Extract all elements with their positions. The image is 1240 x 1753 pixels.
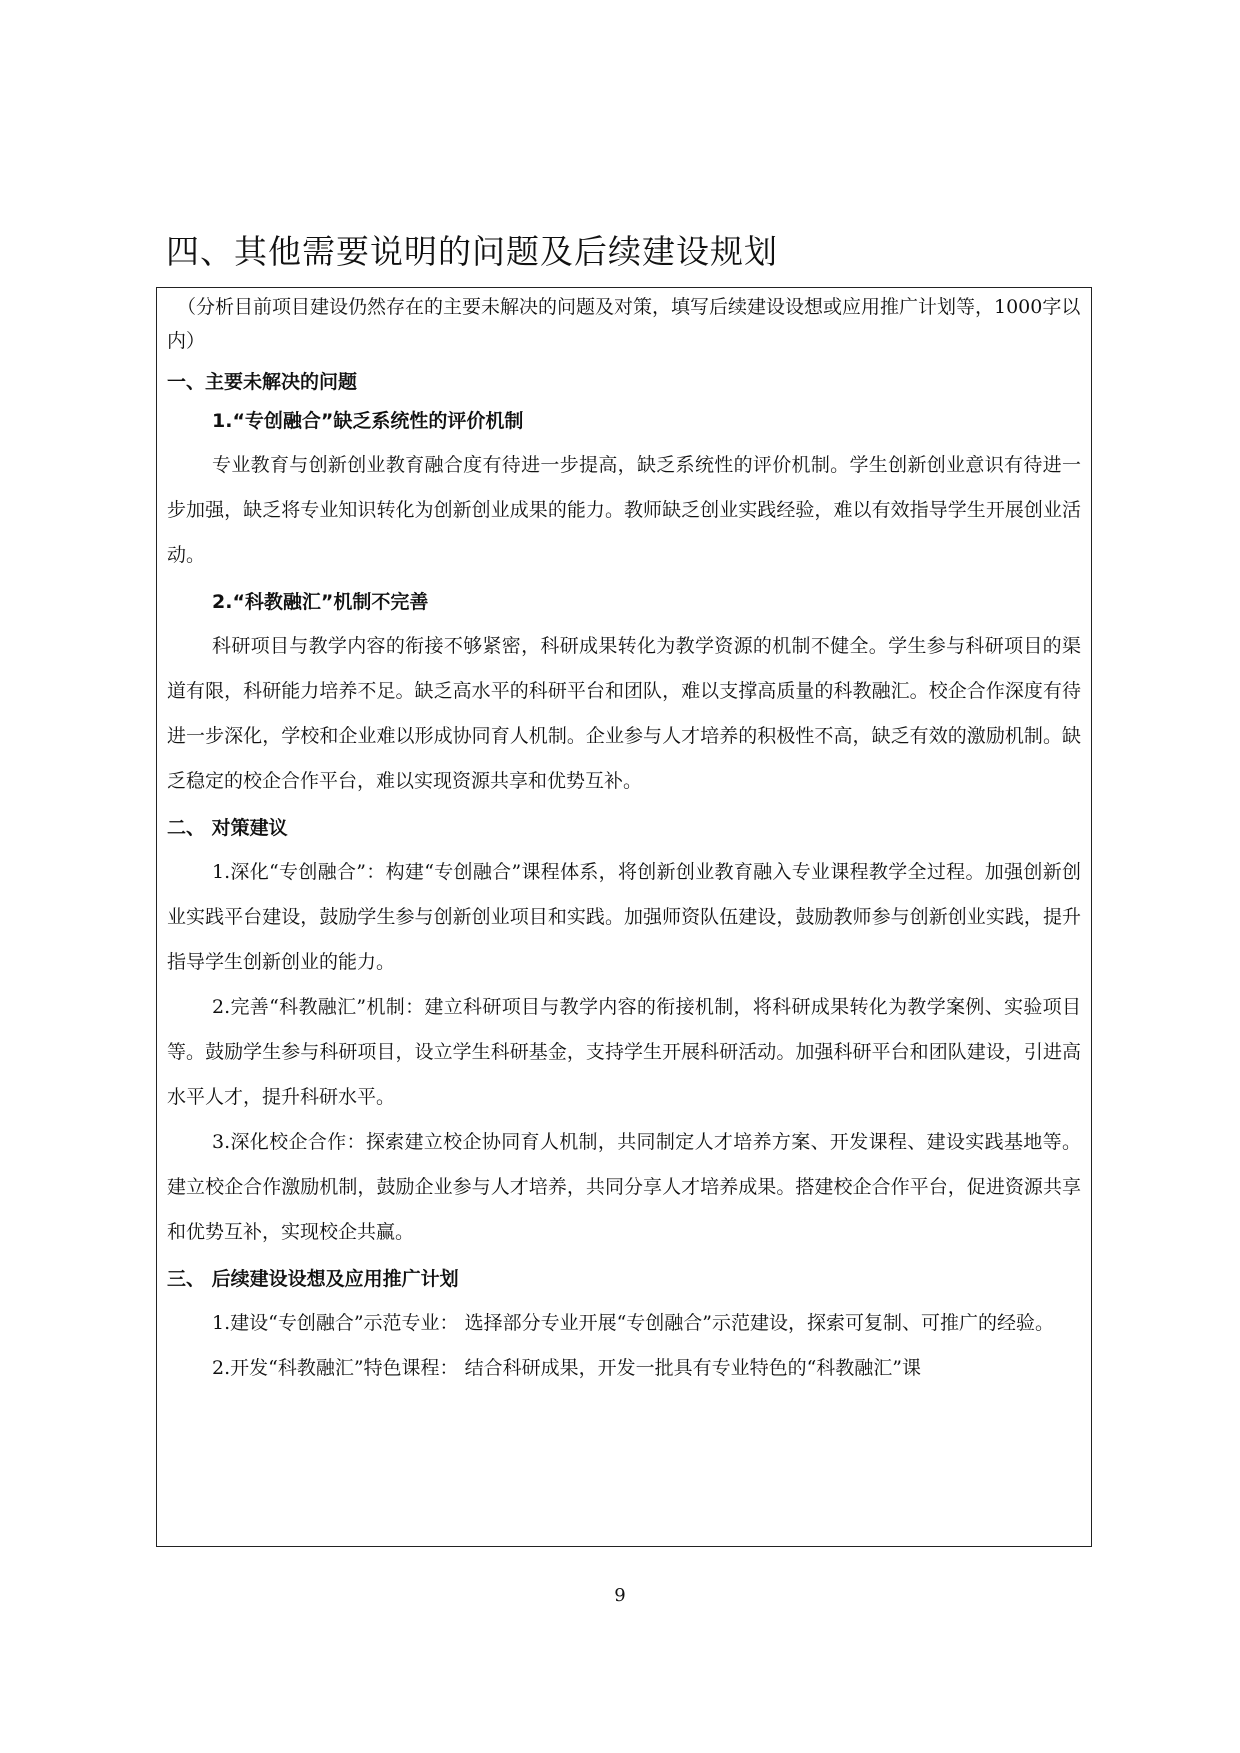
- part1-item2-heading: 2.“科教融汇”机制不完善: [212, 591, 429, 613]
- part1-item2-text: 科研项目与教学内容的衔接不够紧密，科研成果转化为教学资源的机制不健全。学生参与科研项目的渠道有限，科研能力培养不足。缺乏高水平的科研平台和团队，难以支撑高质量的科教融汇。校企合作深度有待进一步深化，学校和企业难以形成协同育人机制。企业参与人才培养的积极性不高，缺乏有效的激励机制。缺乏稳定的校企合作平台，难以实现资源共享和优势互补。: [167, 635, 1081, 792]
- part2-para2: 2.完善“科教融汇”机制：建立科研项目与教学内容的衔接机制，将科研成果转化为教学案例、实验项目等。鼓励学生参与科研项目，设立学生科研基金，支持学生开展科研活动。加强科研平台和团队建设，引进高水平人才，提升科研水平。: [167, 996, 1081, 1108]
- part3-para2: 2.开发“科教融汇”特色课程： 结合科研成果，开发一批具有专业特色的“科教融汇”课: [212, 1357, 922, 1379]
- part2-para3: 3.深化校企合作：探索建立校企协同育人机制，共同制定人才培养方案、开发课程、建设实践基地等。建立校企合作激励机制，鼓励企业参与人才培养，共同分享人才培养成果。搭建校企合作平台，促进资源共享和优势互补，实现校企共赢。: [167, 1131, 1081, 1243]
- content-box: [156, 287, 1092, 1547]
- part1-heading: 一、主要未解决的问题: [167, 371, 358, 393]
- part1-item1-heading: 1.“专创融合”缺乏系统性的评价机制: [212, 410, 524, 432]
- part2-para1: 1.深化“专创融合”：构建“专创融合”课程体系，将创新创业教育融入专业课程教学全过程。加强创新创业实践平台建设，鼓励学生参与创新创业项目和实践。加强师资队伍建设，鼓励教师参与创新创业实践，提升指导学生创新创业的能力。: [167, 861, 1081, 973]
- part1-item1-text: 专业教育与创新创业教育融合度有待进一步提高，缺乏系统性的评价机制。学生创新创业意识有待进一步加强，缺乏将专业知识转化为创新创业成果的能力。教师缺乏创业实践经验，难以有效指导学生开展创业活动。: [167, 454, 1081, 566]
- part3-heading: 三、 后续建设设想及应用推广计划: [167, 1268, 459, 1290]
- part3-para1: 1.建设“专创融合”示范专业： 选择部分专业开展“专创融合”示范建设，探索可复制、可推广的经验。: [212, 1312, 1055, 1334]
- instruction-note: （分析目前项目建设仍然存在的主要未解决的问题及对策，填写后续建设设想或应用推广计划等，1000字以内）: [167, 296, 1081, 352]
- section-title: 四、其他需要说明的问题及后续建设规划: [166, 232, 778, 271]
- page-number: 9: [614, 1585, 626, 1606]
- part2-heading: 二、 对策建议: [167, 817, 288, 839]
